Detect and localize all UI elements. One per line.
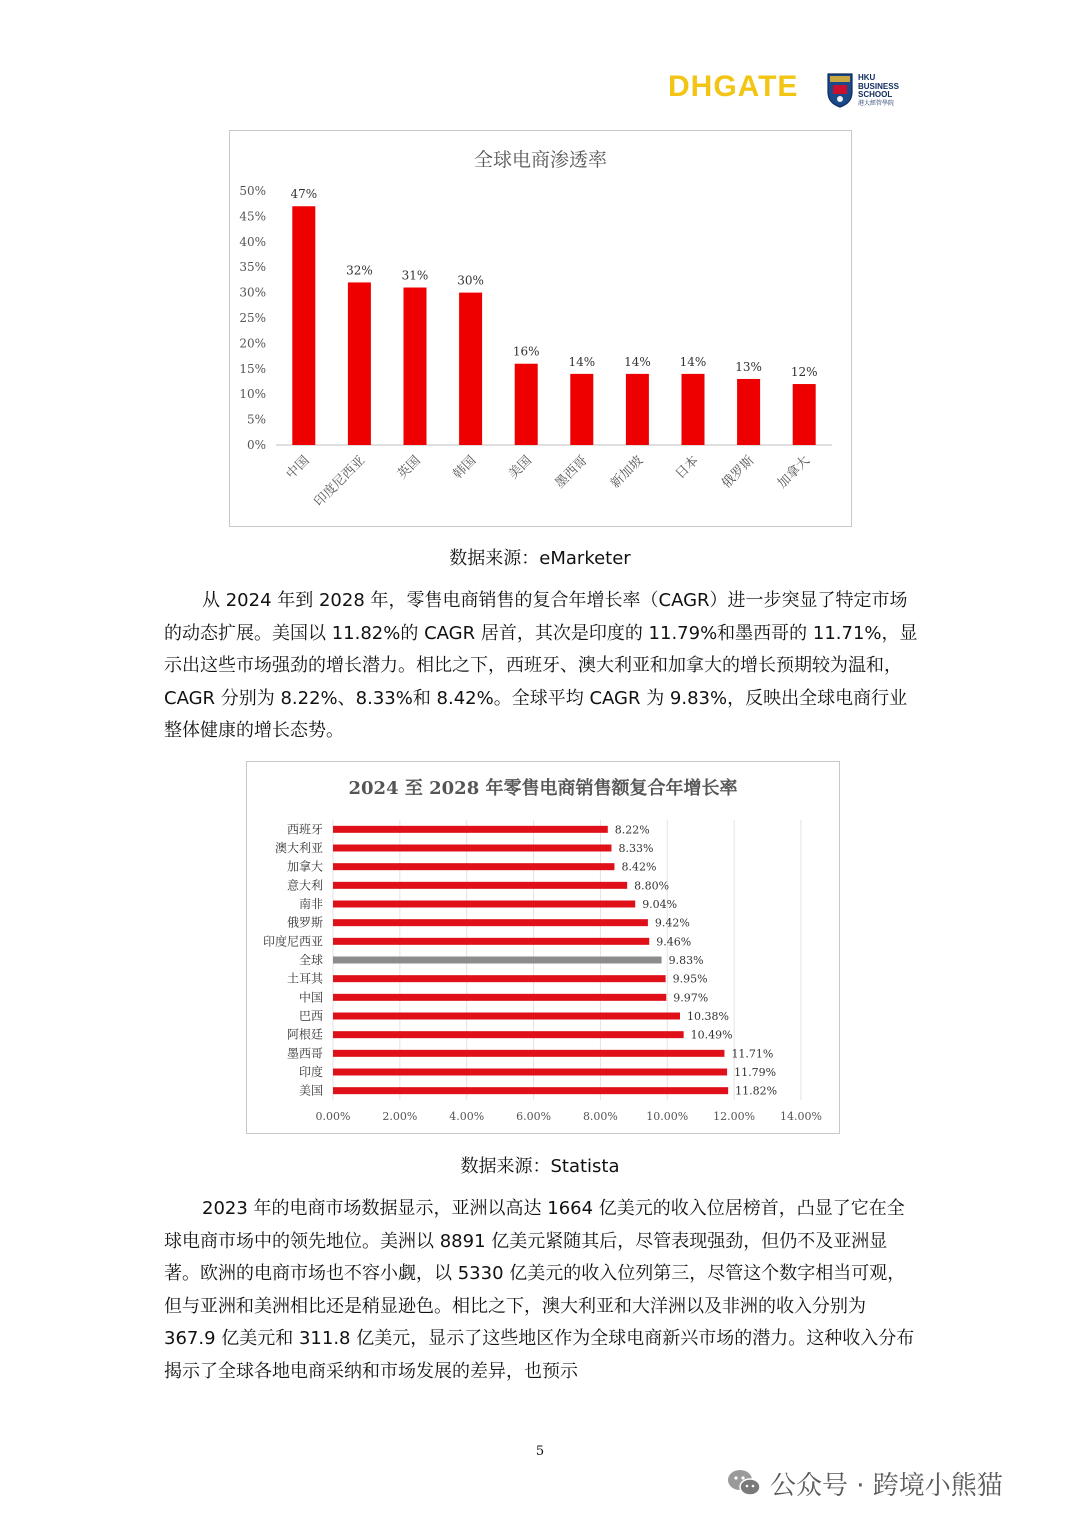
- page-number: 5: [535, 1444, 545, 1459]
- data-label: 14%: [624, 354, 651, 369]
- y-tick-label: 墨西哥: [286, 1046, 323, 1061]
- data-label: 14%: [568, 354, 596, 369]
- data-label: 9.42%: [654, 916, 690, 930]
- bar: [333, 863, 614, 870]
- bar: [333, 901, 635, 908]
- y-tick-label: 45%: [239, 209, 266, 224]
- bar: [333, 1069, 727, 1076]
- hku-crest-icon: [826, 72, 854, 108]
- bar: [333, 826, 608, 833]
- x-tick-label: 0.00%: [315, 1110, 351, 1123]
- y-tick-label: 30%: [239, 285, 266, 300]
- data-label: 8.22%: [614, 823, 650, 837]
- data-label: 30%: [457, 273, 484, 288]
- cagr-chart: [246, 761, 840, 1134]
- y-tick-label: 印度尼西亚: [262, 934, 323, 949]
- bar: [333, 938, 649, 945]
- y-tick-label: 中国: [298, 990, 323, 1005]
- bar: [737, 379, 760, 445]
- bar: [404, 288, 427, 445]
- watermark: [726, 1462, 1003, 1504]
- y-tick-label: 俄罗斯: [286, 915, 323, 930]
- x-tick-label: 新加坡: [608, 453, 647, 492]
- data-label: 13%: [735, 359, 762, 374]
- y-tick-label: 40%: [239, 234, 266, 249]
- data-label: 14%: [679, 354, 707, 369]
- x-tick-label: 2.00%: [382, 1110, 418, 1123]
- wechat-icon: [726, 1468, 762, 1498]
- bar: [348, 282, 371, 445]
- y-tick-label: 阿根廷: [286, 1027, 323, 1042]
- data-label: 12%: [790, 365, 818, 380]
- data-label: 8.80%: [634, 879, 670, 893]
- bar: [515, 364, 538, 445]
- data-label: 9.83%: [668, 954, 704, 967]
- data-label: 9.95%: [672, 972, 708, 986]
- hku-school-name: [858, 74, 899, 108]
- chart-title: 2024 至 2028 年零售电商销售额复合年增长率: [348, 778, 738, 799]
- x-tick-label: 韩国: [450, 453, 480, 483]
- chart1-caption: 数据来源：eMarketer: [449, 548, 631, 569]
- x-tick-label: 12.00%: [713, 1110, 756, 1123]
- y-tick-label: 南非: [298, 897, 323, 911]
- x-tick-label: 14.00%: [780, 1110, 822, 1123]
- y-tick-label: 加拿大: [286, 859, 323, 874]
- chart-title: 全球电商渗透率: [473, 149, 607, 171]
- body-paragraph-1: 从 2024 年到 2028 年，零售电商销售的复合年增长率（CAGR）进一步突显了特定市场的动态扩展。美国以 11.82%的 CAGR 居首，其次是印度的 11.79%和墨西哥的 11.71%，显示出这些市场强劲的增长潜力。相比之下，西班牙、澳大利亚和加拿大的增长预期较为温和，CAGR 分别为 8.22%、8.33%和 8.42%。全球平均 CAGR 为 9.83%，反映出全球电商行业整体健康的增长态势。: [164, 590, 918, 741]
- bar: [333, 975, 666, 982]
- data-label: 32%: [346, 263, 373, 278]
- x-tick-label: 8.00%: [582, 1110, 618, 1123]
- y-tick-label: 10%: [239, 387, 266, 402]
- bar: [793, 384, 816, 445]
- bar: [626, 374, 649, 445]
- x-tick-label: 俄罗斯: [719, 453, 758, 492]
- watermark-text: 公众号 · 跨境小熊猫: [770, 1470, 1003, 1501]
- y-tick-label: 意大利: [286, 878, 323, 893]
- cagr-bar-chart: [247, 762, 839, 1133]
- school-line-2: BUSINESS: [858, 81, 899, 91]
- bar: [333, 1031, 684, 1038]
- y-tick-label: 15%: [239, 361, 266, 376]
- data-label: 16%: [512, 344, 540, 359]
- y-tick-label: 澳大利亚: [274, 841, 323, 855]
- bar: [333, 1087, 728, 1094]
- bar: [292, 206, 315, 445]
- school-line-4: 港大經管學院: [858, 100, 895, 107]
- data-label: 9.46%: [656, 935, 692, 949]
- data-label: 9.97%: [673, 991, 709, 1005]
- x-tick-label: 墨西哥: [552, 453, 591, 492]
- data-label: 31%: [401, 268, 429, 283]
- y-tick-label: 25%: [239, 311, 266, 325]
- bar: [459, 293, 482, 445]
- bar: [333, 1013, 680, 1020]
- bar: [333, 957, 662, 964]
- x-tick-label: 4.00%: [449, 1110, 485, 1123]
- y-tick-label: 全球: [298, 953, 323, 967]
- data-label: 8.42%: [621, 860, 657, 874]
- data-label: 11.82%: [735, 1084, 778, 1098]
- body-paragraph-2: 2023 年的电商市场数据显示，亚洲以高达 1664 亿美元的收入位居榜首，凸显了它在全球电商市场中的领先地位。美洲以 8891 亿美元紧随其后，尽管表现强劲，但仍不及亚洲显著。欧洲的电商市场也不容小觑，以 5330 亿美元的收入位列第三，尽管这个数字相当可观，但与亚洲和美洲相比还是稍显逊色。相比之下，澳大利亚和大洋洲以及非洲的收入分别为 367.9 亿美元和 311.8 亿美元，显示了这些地区作为全球电商新兴市场的潜力。这种收入分布揭示了全球各地电商采纳和市场发展的差异，也预示: [164, 1198, 915, 1382]
- x-tick-label: 加拿大: [774, 453, 814, 492]
- bar: [333, 1050, 724, 1057]
- x-tick-label: 美国: [506, 453, 536, 483]
- data-label: 11.71%: [731, 1047, 774, 1061]
- y-tick-label: 20%: [239, 336, 266, 351]
- school-line-1: HKU: [858, 73, 876, 82]
- penetration-bar-chart: [230, 131, 851, 526]
- bar: [333, 845, 611, 852]
- x-tick-label: 中国: [283, 453, 313, 483]
- penetration-chart: [229, 130, 852, 527]
- y-tick-label: 土耳其: [286, 971, 323, 986]
- y-tick-label: 印度: [298, 1065, 323, 1079]
- data-label: 8.33%: [618, 842, 654, 855]
- y-tick-label: 西班牙: [286, 822, 323, 837]
- dhgate-logo: DHGATE: [668, 70, 799, 103]
- bar: [570, 374, 593, 445]
- data-label: 10.38%: [686, 1010, 729, 1023]
- x-tick-label: 6.00%: [516, 1110, 552, 1123]
- x-tick-label: 印度尼西亚: [311, 453, 369, 510]
- x-tick-label: 英国: [394, 453, 424, 483]
- y-tick-label: 35%: [239, 260, 266, 275]
- bar: [333, 994, 666, 1001]
- x-tick-label: 10.00%: [646, 1110, 689, 1123]
- school-line-3: SCHOOL: [858, 90, 893, 99]
- bar: [333, 919, 648, 926]
- data-label: 47%: [290, 187, 318, 202]
- y-tick-label: 50%: [239, 184, 266, 198]
- bar: [682, 374, 705, 445]
- hku-business-school-logo: [826, 72, 916, 112]
- y-tick-label: 巴西: [298, 1009, 323, 1023]
- chart2-caption: 数据来源：Statista: [460, 1156, 620, 1177]
- bar: [333, 882, 627, 889]
- data-label: 11.79%: [734, 1066, 777, 1079]
- data-label: 10.49%: [690, 1028, 733, 1042]
- x-tick-label: 日本: [672, 453, 702, 483]
- y-tick-label: 0%: [246, 438, 266, 452]
- y-tick-label: 美国: [298, 1083, 323, 1098]
- data-label: 9.04%: [642, 898, 678, 911]
- y-tick-label: 5%: [246, 412, 266, 427]
